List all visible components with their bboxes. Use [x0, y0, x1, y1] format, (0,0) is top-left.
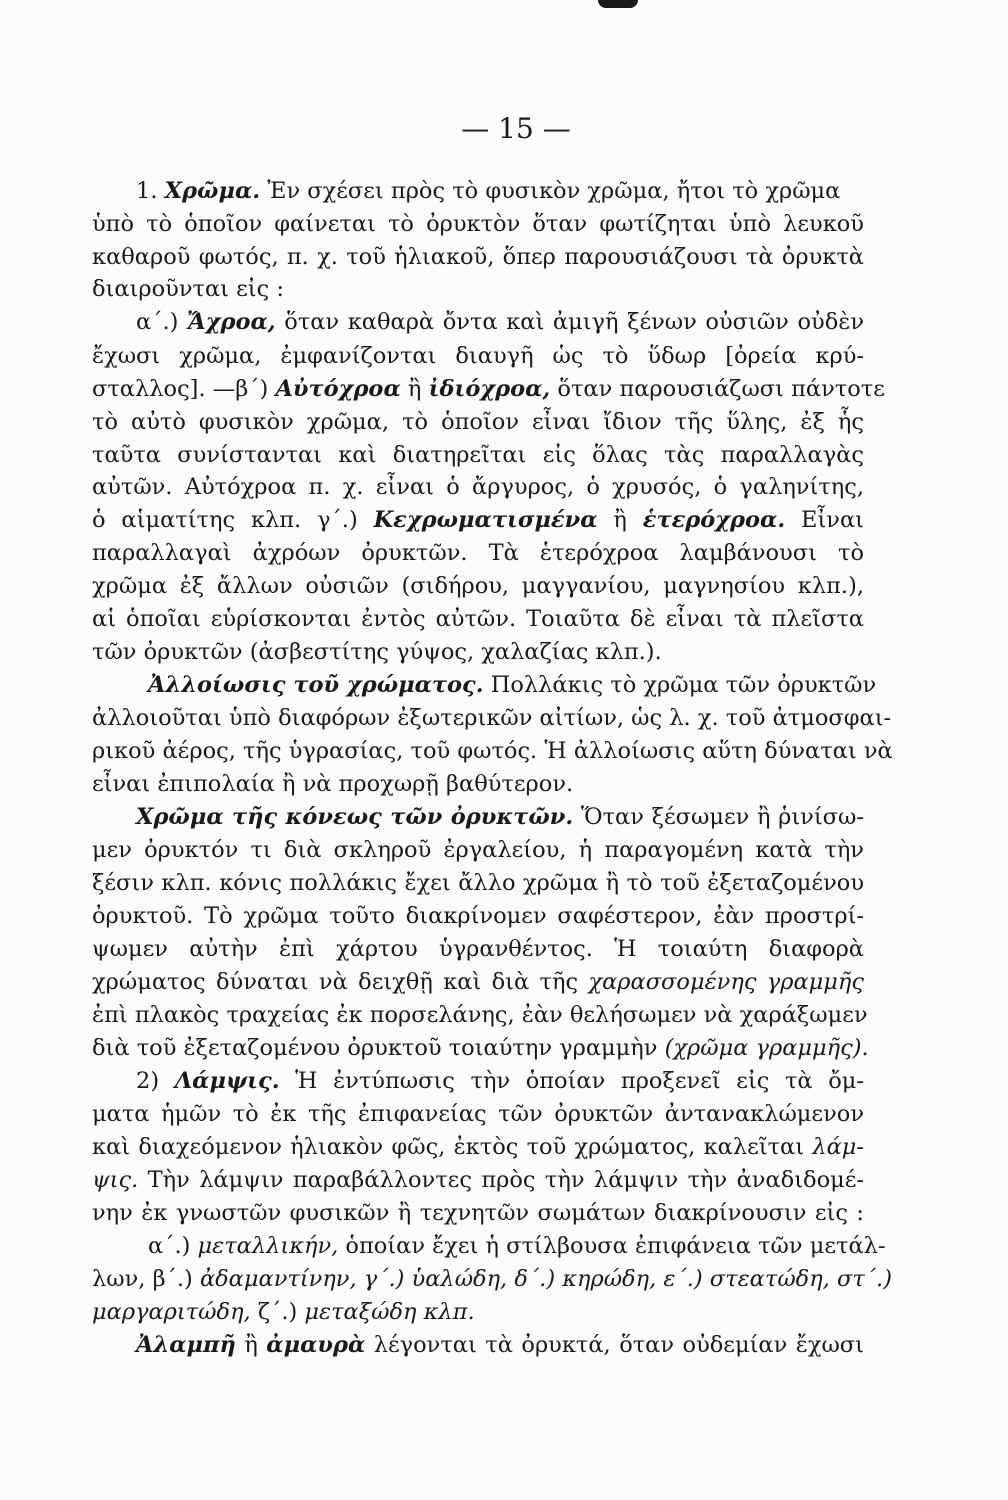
- text-line: [92, 934, 864, 964]
- text-run: εἶναι ἐπιπολαία ἢ νὰ προχωρῇ βαθύτερον.: [92, 771, 574, 797]
- text-line: [92, 538, 864, 568]
- bold-term: Λάμψις.: [174, 1068, 280, 1094]
- text-line: [92, 1198, 864, 1228]
- text-line: [92, 901, 864, 931]
- text-line: [92, 472, 864, 502]
- bold-term: Ἀλλοίωσις τοῦ χρώματος.: [148, 672, 484, 698]
- bold-term: ἑτερόχροα.: [642, 507, 786, 533]
- text-run: διαιροῦνται εἰς :: [92, 276, 284, 302]
- bold-term: Ἄχροα,: [186, 309, 276, 335]
- bold-term: Αὐτόχροα: [275, 376, 401, 402]
- text-line: [92, 769, 864, 799]
- italic-term: ψις.: [92, 1167, 139, 1193]
- text-line: [92, 1297, 864, 1327]
- text-run: Τὴν λάμψιν παραβάλλοντες πρὸς τὴν λάμψιν τὴν ἀναδιδομέ-: [138, 1167, 864, 1193]
- text-line: [148, 1231, 886, 1261]
- text-run: μεν ὀρυκτόν τι διὰ σκληροῦ ἐργαλείου, ἡ παραγομένη κατὰ τὴν: [92, 837, 864, 863]
- text-run: λων, β΄.): [92, 1266, 200, 1292]
- binding-mark: [598, 0, 638, 8]
- italic-term: λάμ-: [812, 1134, 864, 1160]
- text-line: [136, 307, 864, 337]
- text-run: παραλλαγαὶ ἀχρόων ὀρυκτῶν. Τὰ ἑτερόχροα λαμβάνουσι τὸ: [92, 540, 864, 566]
- text-run: ὁ αἱματίτης κλπ. γ΄.): [92, 507, 374, 533]
- text-run: ζ΄.): [250, 1299, 305, 1325]
- text-run: ὅταν καθαρὰ ὄντα καὶ ἀμιγῆ ξένων οὐσιῶν οὐδὲν: [275, 309, 864, 335]
- text-run: Ὅταν ξέσωμεν ἢ ῥινίσω-: [573, 804, 864, 830]
- text-run: ξέσιν κλπ. κόνις πολλάκις ἔχει ἄλλο χρῶμα ἢ τὸ τοῦ ἐξεταζομένου: [92, 870, 864, 896]
- text-run: 1.: [136, 178, 165, 204]
- text-line: [92, 571, 864, 601]
- text-run: ἢ: [400, 376, 429, 402]
- text-line: [136, 1066, 864, 1096]
- text-line: [92, 440, 864, 470]
- italic-term: μεταξώδη κλπ.: [304, 1299, 475, 1325]
- bold-term: ἀμαυρὰ: [266, 1332, 366, 1358]
- text-line: [136, 1330, 864, 1360]
- text-line: [92, 703, 892, 733]
- text-line: [92, 1132, 864, 1162]
- text-run: νην ἐκ γνωστῶν φυσικῶν ἢ τεχνητῶν σωμάτων διακρίνουσιν εἰς :: [92, 1200, 864, 1226]
- bold-term: Κεχρωματισμένα: [373, 507, 598, 533]
- text-run: λέγονται τὰ ὀρυκτά, ὅταν οὐδεμίαν ἔχωσι: [365, 1332, 864, 1358]
- text-line: [136, 802, 864, 832]
- text-run: α΄.): [148, 1233, 198, 1259]
- text-run: Εἶναι: [785, 507, 864, 533]
- text-line: [92, 242, 864, 272]
- text-line: [92, 341, 864, 371]
- text-run: αὐτῶν. Αὐτόχροα π. χ. εἶναι ὁ ἄργυρος, ὁ χρυσός, ὁ γαληνίτης,: [92, 474, 864, 500]
- text-run: τῶν ὀρυκτῶν (ἀσβεστίτης γύψος, χαλαζίας κλπ.).: [92, 639, 662, 665]
- italic-term: χαρασσομένης γραμμῆς: [588, 969, 864, 995]
- text-run: καὶ διαχεόμενον ἡλιακὸν φῶς, ἐκτὸς τοῦ χρώματος, καλεῖται: [92, 1134, 813, 1160]
- text-run: σταλλος]. —β΄): [92, 376, 276, 402]
- text-run: ἢ: [235, 1332, 267, 1358]
- text-run: χρώματος δύναται νὰ δειχθῇ καὶ διὰ τῆς: [92, 969, 589, 995]
- text-line: [136, 176, 864, 206]
- text-line: [92, 374, 885, 404]
- text-run: 2): [136, 1068, 175, 1094]
- text-line: [92, 1000, 868, 1030]
- text-line: [92, 1264, 892, 1294]
- text-line: [92, 274, 864, 304]
- bold-term: Ἀλαμπῆ: [136, 1332, 236, 1358]
- text-run: Πολλάκις τὸ χρῶμα τῶν ὀρυκτῶν: [483, 672, 877, 698]
- text-line: [92, 835, 864, 865]
- text-line: [92, 1033, 869, 1063]
- bold-term: ἰδιόχροα,: [428, 376, 551, 402]
- text-line: [92, 1099, 864, 1129]
- bold-term: Χρῶμα.: [164, 178, 261, 204]
- text-run: Ἡ ἐντύπωσις τὴν ὁποίαν προξενεῖ εἰς τὰ ὄμ-: [279, 1068, 865, 1094]
- text-run: ταῦτα συνίστανται καὶ διατηρεῖται εἰς ὅλας τὰς παραλλαγὰς: [92, 442, 864, 468]
- text-run: ρικοῦ ἀέρος, τῆς ὑγρασίας, τοῦ φωτός. Ἡ ἀλλοίωσις αὕτη δύναται νὰ: [92, 738, 893, 764]
- text-line: [92, 736, 893, 766]
- text-run: αἱ ὁποῖαι εὑρίσκονται ἐντὸς αὐτῶν. Τοιαῦτα δὲ εἶναι τὰ πλεῖστα: [92, 606, 864, 632]
- text-run: ὑπὸ τὸ ὁποῖον φαίνεται τὸ ὀρυκτὸν ὅταν φωτίζηται ὑπὸ λευκοῦ: [92, 211, 864, 237]
- text-run: ἔχωσι χρῶμα, ἐμφανίζονται διαυγῆ ὡς τὸ ὕδωρ [ὀρεία κρύ-: [92, 343, 864, 369]
- text-run: ὁποίαν ἔχει ἡ στίλβουσα ἐπιφάνεια τῶν μετάλ-: [338, 1233, 886, 1259]
- text-run: ματα ἡμῶν τὸ ἐκ τῆς ἐπιφανείας τῶν ὀρυκτῶν ἀντανακλώμενον: [92, 1101, 864, 1127]
- text-line: [92, 407, 864, 437]
- bold-term: Χρῶμα τῆς κόνεως τῶν ὀρυκτῶν.: [136, 804, 574, 830]
- text-run: ὀρυκτοῦ. Τὸ χρῶμα τοῦτο διακρίνομεν σαφέστερον, ἐὰν προστρί-: [92, 903, 864, 929]
- text-run: ἀλλοιοῦται ὑπὸ διαφόρων ἐξωτερικῶν αἰτίων, ὡς λ. χ. τοῦ ἀτμοσφαι-: [92, 705, 892, 731]
- text-run: τὸ αὐτὸ φυσικὸν χρῶμα, τὸ ὁποῖον εἶναι ἴδιον τῆς ὕλης, ἐξ ἧς: [92, 409, 864, 435]
- text-line: [92, 505, 864, 535]
- text-run: Ἐν σχέσει πρὸς τὸ φυσικὸν χρῶμα, ἤτοι τὸ χρῶμα: [260, 178, 841, 204]
- text-line: [92, 637, 864, 667]
- text-run: διὰ τοῦ ἐξεταζομένου ὀρυκτοῦ τοιαύτην γραμμὴν: [92, 1035, 665, 1061]
- text-line: [148, 670, 877, 700]
- italic-term: μαργαριτώδη,: [92, 1299, 251, 1325]
- text-run: ἐπὶ πλακὸς τραχείας ἐκ πορσελάνης, ἐὰν θελήσωμεν νὰ χαράξωμεν: [92, 1002, 868, 1028]
- italic-term: (χρῶμα γραμμῆς).: [664, 1035, 869, 1061]
- text-run: ὅταν παρουσιάζωσι πάντοτε: [550, 376, 885, 402]
- text-run: α΄.): [136, 309, 187, 335]
- text-line: [92, 209, 864, 239]
- text-line: [92, 967, 864, 997]
- text-run: καθαροῦ φωτός, π. χ. τοῦ ἡλιακοῦ, ὅπερ παρουσιάζουσι τὰ ὀρυκτὰ: [92, 244, 864, 270]
- text-line: [92, 604, 864, 634]
- text-run: χρῶμα ἐξ ἄλλων οὐσιῶν (σιδήρου, μαγγανίου, μαγνησίου κλπ.),: [92, 573, 864, 599]
- page-number: — 15 —: [461, 112, 571, 145]
- text-line: [92, 868, 864, 898]
- italic-term: μεταλλικήν,: [197, 1233, 339, 1259]
- text-line: [92, 1165, 864, 1195]
- text-run: ψωμεν αὐτὴν ἐπὶ χάρτου ὑγρανθέντος. Ἡ τοιαύτη διαφορὰ: [92, 936, 864, 962]
- italic-term: ἀδαμαντίνην, γ΄.) ὑαλώδη, δ΄.) κηρώδη, ε΄.) στεατώδη, στ΄.): [199, 1266, 892, 1292]
- text-run: ἢ: [597, 507, 643, 533]
